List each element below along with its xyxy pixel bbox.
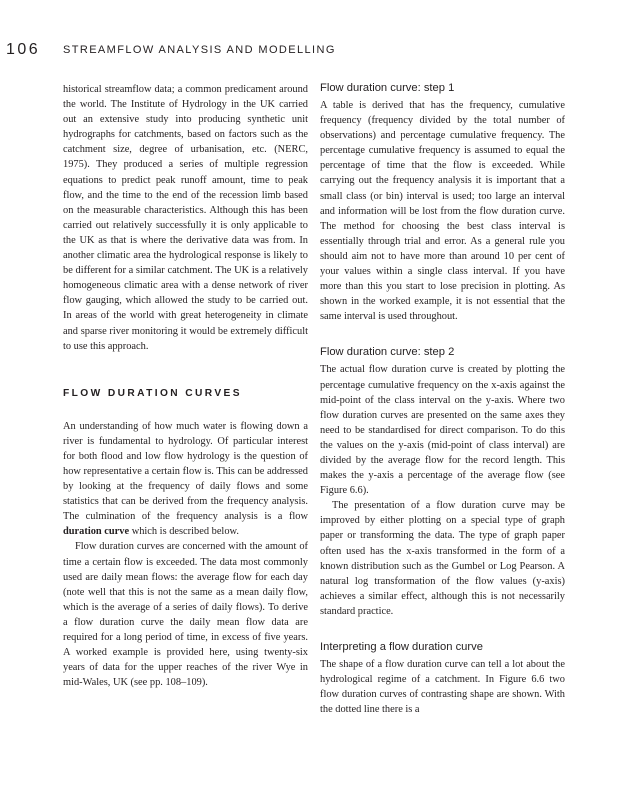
paragraph-step-2: The actual flow duration curve is created by plotting the percentage cumulative frequency on the x-axis against the mid-point of the class interval on the y-axis. Where two flow duration curves are presented on the same axes they need to be standardised for direct comparison. To do this the values on the y-axis (mid-point of class interval) are divided by the average flow for the record length. This makes the y-axis a percentage of the average flow (see Figure 6.6). xyxy=(320,364,565,497)
page-header xyxy=(0,41,627,61)
subheading-step-2: Flow duration curve: step 2 xyxy=(320,346,455,359)
left-column xyxy=(63,82,308,690)
paragraph-interpreting: The shape of a flow duration curve can tell a lot about the hydrological regime of a catchment. In Figure 6.6 two flow duration curves of contrasting shape are shown. With the dotted line there is a xyxy=(320,659,565,716)
paragraph-flow-duration-definition: Flow duration curves are concerned with the amount of time a certain flow is exceeded. The data most commonly used are daily mean flows: the average flow for each day (note well that this is not the same as a mean daily flow, which is the average of a series of daily flows). To derive a flow duration curve the daily mean flow data are required for a long period of time, in excess of five years. A worked example is provided here, using twenty-six years of data for the upper reaches of the river Wye in mid-Wales, UK (see pp. 108–109). xyxy=(63,541,308,689)
subheading-step-1: Flow duration curve: step 1 xyxy=(320,82,455,94)
paragraph-flow-duration-intro xyxy=(63,419,308,540)
paragraph-historical-data: historical streamflow data; a common predicament around the world. The Institute of Hydrology in the UK carried out an extensive study into producing synthetic unit hydrographs for catchments, based on factors such as the catchment size, degree of urbanisation, etc. (NERC, 1975). They produced a series of multiple regression equations to predict peak runoff amount, time to peak flow, and the time to the end of the recession limb based on the measurable characteristics. Although this has been carried out relatively successfully it is only applicable to the UK as that is where the derivative data was from. In another climatic area the hydrological response is likely to be different for a similar catchment. The UK is a relatively homogeneous climatic area with a dense network of river flow gauging, which allowed the study to be carried out. In areas of the world with great heterogeneity in climate and sparse river monitoring it would be extremely difficult to use this approach. xyxy=(63,84,308,352)
right-column xyxy=(320,82,565,717)
page-number: 106 xyxy=(6,41,41,58)
paragraph-step-2-presentation: The presentation of a flow duration curve may be improved by either plotting on a special type of graph paper or transforming the data. The type of graph paper often used has the x-axis transformed in the form of a known distribution such as the Gumbel or Log Pearson. A natural log transformation of the flow values (y-axis) achieves a similar effect, although this is not necessarily standard practice. xyxy=(320,500,565,617)
running-head: STREAMFLOW ANALYSIS AND MODELLING xyxy=(63,44,336,56)
intro-text: An understanding of how much water is flowing down a river is fundamental to hydrology. Of particular interest for both flood and low flow hydrology is the question of how representative a certain flow is. This can be addressed by looking at the frequency of daily flows and some statistics that can be derived from the frequency analysis. The culmination of the frequency analysis is a flow xyxy=(63,420,308,523)
intro-text-end: which is described below. xyxy=(129,526,239,538)
subheading-interpreting: Interpreting a flow duration curve xyxy=(320,641,483,653)
section-heading-flow-duration-curves: FLOW DURATION CURVES xyxy=(63,387,242,399)
paragraph-step-1: A table is derived that has the frequency, cumulative frequency (frequency divided by the total number of observations) and percentage cumulative frequency. The percentage cumulative frequency is assumed to equal the percentage of time that the flow is exceeded. While carrying out the frequency analysis it is important that a small class (or bin) interval is used; too large an interval and information will be lost from the flow duration curve. The method for choosing the best class interval is essentially through trial and error. As a general rule you should aim not to have more than around 10 per cent of your values within a single class interval. If you have more than this you start to lose precision in plotting. As shown in the worked example, it is not essential that the same interval is used throughout. xyxy=(320,100,565,323)
term-duration-curve: duration curve xyxy=(63,526,130,538)
